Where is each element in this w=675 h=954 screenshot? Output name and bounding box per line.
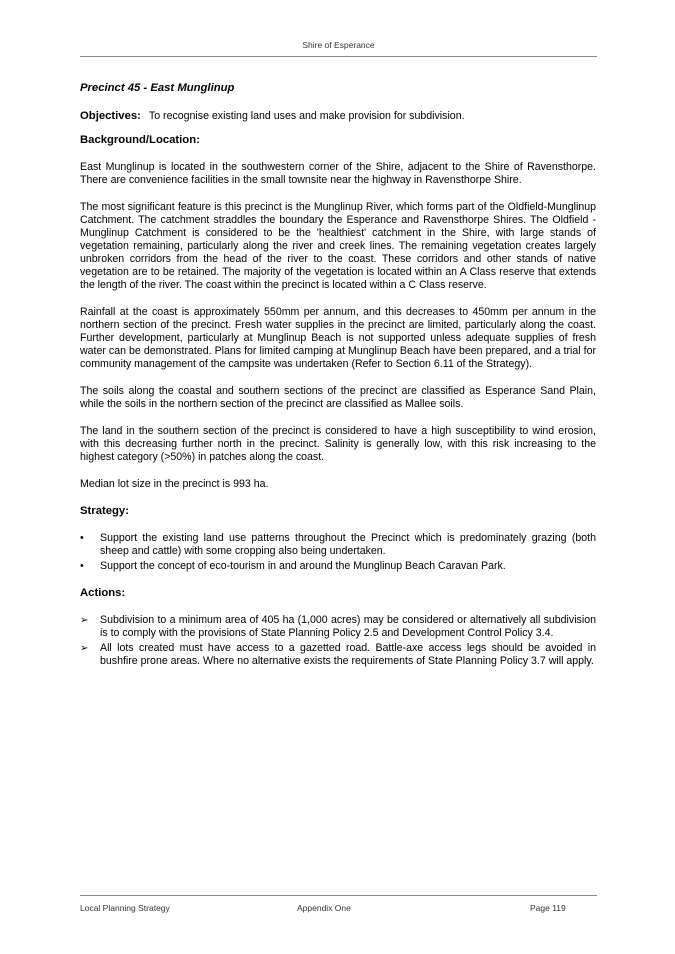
strategy-item [80,532,596,558]
footer-divider [80,895,597,896]
actions-list [80,614,596,668]
header-divider [80,56,597,57]
footer-page-number: Page 119 [530,903,566,913]
background-paragraph: The soils along the coastal and southern sections of the precinct are classified as Esperance Sand Plain, while the soils in the northern section of the precinct are classified as Mallee soils. [80,385,596,410]
strategy-list [80,532,596,573]
background-paragraph: Median lot size in the precinct is 993 ha. [80,478,269,490]
background-paragraph: The land in the southern section of the precinct is considered to have a high susceptibility to wind erosion, with this decreasing further north in the precinct. Salinity is generally low, with this risk increasing to the highest category (>50%) in patches along the coast. [80,425,596,463]
action-item [80,642,596,668]
page-header: Shire of Esperance [302,40,375,50]
action-item-text: Subdivision to a minimum area of 405 ha (1,000 acres) may be considered or alternatively all subdivision is to comply with the provisions of State Planning Policy 2.5 and Development Control Policy 3.4. [100,614,596,639]
action-item [80,614,596,640]
background-paragraph: Rainfall at the coast is approximately 550mm per annum, and this decreases to 450mm per annum in the northern section of the precinct. Fresh water supplies in the precinct are limited, particularly along the coast. Further development, particularly at Munglinup Beach is not supported unless adequate supplies of fresh water can be demonstrated. Plans for limited camping at Munglinup Beach have been prepared, and a trial for community management of the campsite was undertaken (Refer to Section 6.11 of the Strategy). [80,306,596,370]
background-heading: Background/Location: [80,134,200,146]
strategy-heading: Strategy: [80,505,129,517]
objectives-label: Objectives: [80,110,141,122]
action-item-text: All lots created must have access to a gazetted road. Battle-axe access legs should be avoided in bushfire prone areas. Where no alternative exists the requirements of State Planning Policy 3.7 will apply. [100,642,596,667]
footer-document-name: Local Planning Strategy [80,903,170,913]
bullet-icon: • [80,560,84,572]
background-paragraph: East Munglinup is located in the southwestern corner of the Shire, adjacent to the Shire of Ravensthorpe. There are convenience facilities in the small townsite near the highway in Ravensthorpe Shire. [80,161,596,186]
arrow-bullet-icon: ➢ [80,643,89,654]
page-content [80,82,596,670]
objectives [80,110,596,123]
arrow-bullet-icon: ➢ [80,615,89,626]
actions-heading: Actions: [80,587,126,599]
strategy-item-text: Support the existing land use patterns throughout the Precinct which is predominately grazing (both sheep and cattle) with some cropping also being undertaken. [100,532,596,557]
precinct-title: Precinct 45 - East Munglinup [80,82,235,94]
background-paragraph: The most significant feature is this precinct is the Munglinup River, which forms part of the Oldfield-Munglinup Catchment. The catchment straddles the boundary the Esperance and Ravensthorpe Shires. The Oldfield - Munglinup Catchment is considered to be the 'healthiest' catchment in the Shire, with large stands of vegetation remaining, particularly along the river and creek lines. The remaining vegetation creates largely unbroken corridors from the head of the river to the coast. These corridors and other stands of native vegetation are to be retained. The majority of the vegetation is located within an A Class reserve that extends the length of the river. The coast within the precinct is located within a C Class reserve. [80,201,596,291]
strategy-item-text: Support the concept of eco-tourism in and around the Munglinup Beach Caravan Park. [100,560,506,572]
strategy-item [80,560,596,573]
bullet-icon: • [80,532,84,544]
footer-appendix: Appendix One [297,903,351,913]
objectives-text: To recognise existing land uses and make provision for subdivision. [148,110,465,122]
